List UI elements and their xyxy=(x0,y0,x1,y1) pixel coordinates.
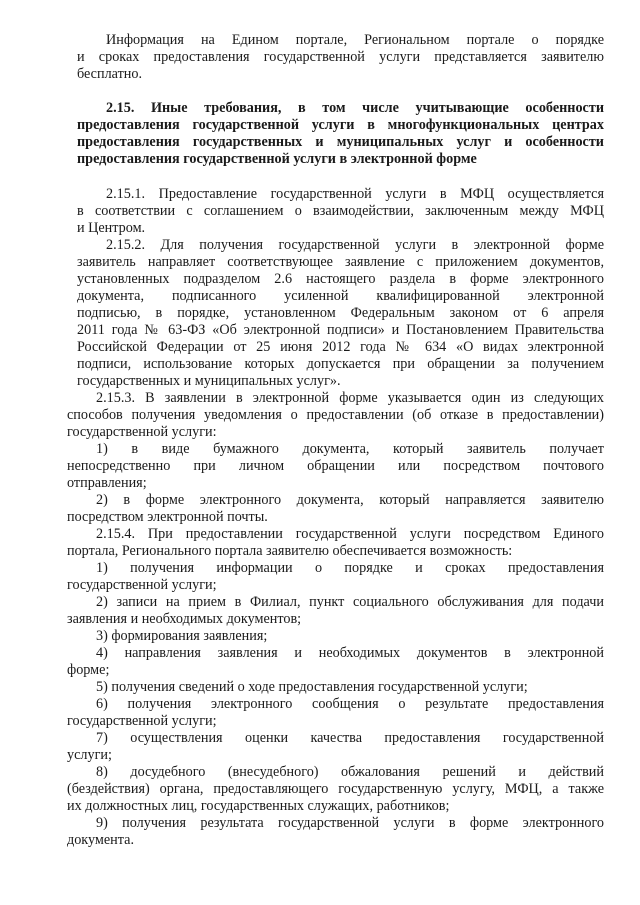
list-item-1-line-1: 1) получения информации о порядке и сроках предоставления xyxy=(96,560,604,576)
clause-2-15-4-line-2: портала, Регионального портала заявителю обеспечивается возможность: xyxy=(67,543,513,559)
list-item-4-line-1: 4) направления заявления и необходимых документов в электронной xyxy=(96,645,604,661)
list-item-5-line-1: 5) получения сведений о ходе предоставления государственной услуги; xyxy=(96,679,528,695)
clause-2-15-3-item-1-line-3: отправления; xyxy=(67,475,147,491)
clause-2-15-1-line-3: и Центром. xyxy=(77,220,146,236)
clause-2-15-2-line-3: установленных подразделом 2.6 настоящего раздела в форме электронного xyxy=(77,271,604,287)
list-item-8-line-1: 8) досудебного (внесудебного) обжалования решений и действий xyxy=(96,764,604,780)
clause-2-15-3-item-2-line-1: 2) в форме электронного документа, который направляется заявителю xyxy=(96,492,604,508)
clause-2-15-2-line-2: заявитель направляет соответствующее заявление с приложением документов, xyxy=(77,254,604,270)
clause-2-15-2-line-5: подписью, в порядке, установленном Федеральным законом от 6 апреля xyxy=(77,305,604,321)
clause-2-15-3-line-3: государственной услуги: xyxy=(67,424,217,440)
list-item-2-line-2: заявления и необходимых документов; xyxy=(67,611,302,627)
clause-2-15-2-line-8: подписи, использование которых допускается при обращении за получением xyxy=(77,356,604,372)
clause-2-15-1-line-1: 2.15.1. Предоставление государственной услуги в МФЦ осуществляется xyxy=(106,186,604,202)
section-heading-line-2: предоставления государственной услуги в многофункциональных центрах xyxy=(77,117,604,133)
clause-2-15-3-item-1-line-1: 1) в виде бумажного документа, который заявитель получает xyxy=(96,441,604,457)
clause-2-15-2-line-9: государственных и муниципальных услуг». xyxy=(77,373,341,389)
clause-2-15-3-line-2: способов получения уведомления о предоставлении (об отказе в предоставлении) xyxy=(67,407,604,423)
section-heading-line-4: предоставления государственной услуги в электронной форме xyxy=(77,151,477,167)
list-item-2-line-1: 2) записи на прием в Филиал, пункт социального обслуживания для подачи xyxy=(96,594,604,610)
clause-2-15-2-line-1: 2.15.2. Для получения государственной услуги в электронной форме xyxy=(106,237,604,253)
intro-paragraph-line-1: Информация на Едином портале, Региональном портале о порядке xyxy=(106,32,604,48)
clause-2-15-2-line-4: документа, подписанного усиленной квалифицированной электронной xyxy=(77,288,604,304)
list-item-1-line-2: государственной услуги; xyxy=(67,577,217,593)
section-heading-line-1: 2.15. Иные требования, в том числе учитывающие особенности xyxy=(106,100,604,116)
section-heading-line-3: предоставления государственных и муниципальных услуг и особенности xyxy=(77,134,604,150)
clause-2-15-3-line-1: 2.15.3. В заявлении в электронной форме указывается один из следующих xyxy=(96,390,604,406)
list-item-4-line-2: форме; xyxy=(67,662,110,678)
clause-2-15-2-line-6: 2011 года № 63-ФЗ «Об электронной подписи» и Постановлением Правительства xyxy=(77,322,604,338)
list-item-3-line-1: 3) формирования заявления; xyxy=(96,628,268,644)
clause-2-15-3-item-1-line-2: непосредственно при личном обращении или посредством почтового xyxy=(67,458,604,474)
clause-2-15-4-line-1: 2.15.4. При предоставлении государственной услуги посредством Единого xyxy=(96,526,604,542)
intro-paragraph-line-3: бесплатно. xyxy=(77,66,143,82)
list-item-7-line-1: 7) осуществления оценки качества предоставления государственной xyxy=(96,730,604,746)
list-item-7-line-2: услуги; xyxy=(67,747,112,763)
intro-paragraph-line-2: и сроках предоставления государственной услуги представляется заявителю xyxy=(77,49,604,65)
list-item-6-line-1: 6) получения электронного сообщения о результате предоставления xyxy=(96,696,604,712)
list-item-8-line-3: их должностных лиц, государственных служащих, работников; xyxy=(67,798,450,814)
list-item-9-line-1: 9) получения результата государственной услуги в форме электронного xyxy=(96,815,604,831)
clause-2-15-2-line-7: Российской Федерации от 25 июня 2012 года № 634 «О видах электронной xyxy=(77,339,604,355)
clause-2-15-1-line-2: в соответствии с соглашением о взаимодействии, заключенным между МФЦ xyxy=(77,203,604,219)
list-item-9-line-2: документа. xyxy=(67,832,134,848)
list-item-8-line-2: (бездействия) органа, предоставляющего государственную услугу, МФЦ, а также xyxy=(67,781,604,797)
clause-2-15-3-item-2-line-2: посредством электронной почты. xyxy=(67,509,268,525)
list-item-6-line-2: государственной услуги; xyxy=(67,713,217,729)
